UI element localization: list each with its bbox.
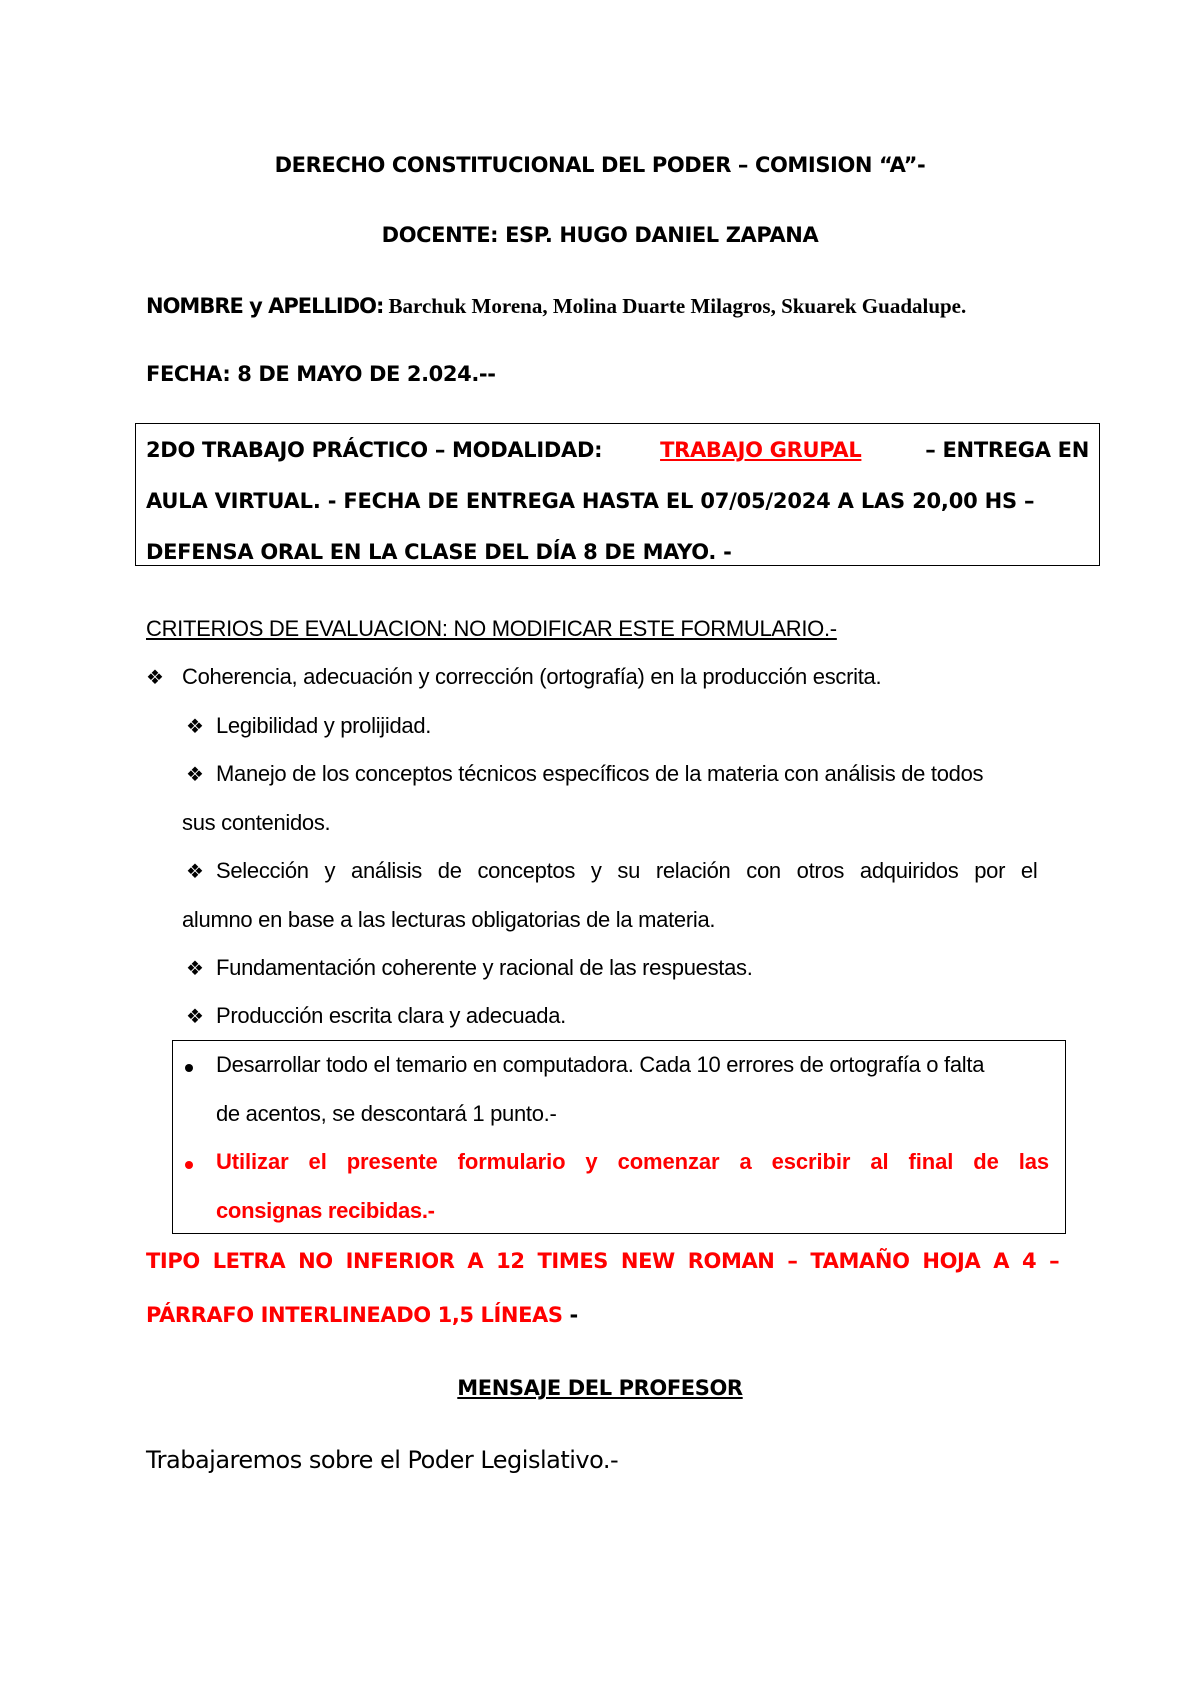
format-rule-dash: - <box>562 1303 578 1327</box>
criteria-item: Coherencia, adecuación y corrección (ortografía) en la producción escrita. <box>182 664 882 689</box>
assignment-line-1 <box>146 438 1089 468</box>
assignment-entrega: – ENTREGA EN <box>925 438 1089 462</box>
message-body: Trabajaremos sobre el Poder Legislativo.- <box>146 1446 619 1474</box>
diamond-bullet-icon: ❖ <box>186 762 204 786</box>
document-title: DERECHO CONSTITUCIONAL DEL PODER – COMISION “A”- <box>274 153 926 177</box>
nombre-line <box>146 294 966 319</box>
docente-line: DOCENTE: ESP. HUGO DANIEL ZAPANA <box>381 223 819 247</box>
assignment-defensa: DEFENSA ORAL EN LA CLASE DEL DÍA 8 DE MAYO. - <box>146 540 732 564</box>
message-heading: MENSAJE DEL PROFESOR <box>457 1376 743 1400</box>
criteria-item: Producción escrita clara y adecuada. <box>216 1003 566 1028</box>
diamond-bullet-icon: ❖ <box>186 714 204 738</box>
criteria-item-continuation: sus contenidos. <box>182 810 331 835</box>
assignment-fecha-entrega: AULA VIRTUAL. - FECHA DE ENTREGA HASTA EL 07/05/2024 A LAS 20,00 HS – <box>146 489 1035 513</box>
format-rule-interlineado: PÁRRAFO INTERLINEADO 1,5 LÍNEAS <box>146 1303 563 1327</box>
criteria-item-continuation: alumno en base a las lecturas obligatorias de la materia. <box>182 907 716 932</box>
note-2-line-2: consignas recibidas.- <box>216 1198 435 1223</box>
criteria-item: Selección y análisis de conceptos y su relación con otros adquiridos por el <box>216 858 1038 883</box>
criteria-item: Legibilidad y prolijidad. <box>216 713 432 738</box>
fecha-line: FECHA: 8 DE MAYO DE 2.024.-- <box>146 362 496 386</box>
note-1-line-2: de acentos, se descontará 1 punto.- <box>216 1101 557 1126</box>
note-1-line-1: Desarrollar todo el temario en computadora. Cada 10 errores de ortografía o falta <box>216 1052 985 1077</box>
assignment-line-3 <box>146 540 1089 570</box>
diamond-bullet-icon: ❖ <box>146 665 164 689</box>
nombre-label: NOMBRE y APELLIDO: <box>146 294 384 318</box>
criteria-item: Manejo de los conceptos técnicos específicos de la materia con análisis de todos <box>216 761 984 786</box>
assignment-modalidad: 2DO TRABAJO PRÁCTICO – MODALIDAD: <box>146 438 603 462</box>
assignment-line-2 <box>146 489 1089 519</box>
note-2-line-1: Utilizar el presente formulario y comenzar a escribir al final de las <box>216 1149 1050 1174</box>
assignment-trabajo-grupal: TRABAJO GRUPAL <box>660 438 862 462</box>
bullet-dot-icon <box>185 1064 193 1072</box>
format-rule-line-1: TIPO LETRA NO INFERIOR A 12 TIMES NEW ROMAN – TAMAÑO HOJA A 4 – <box>146 1249 1060 1273</box>
assignment-box <box>135 423 1100 566</box>
nombre-value: Barchuk Morena, Molina Duarte Milagros, Skuarek Guadalupe. <box>388 294 967 318</box>
criteria-item: Fundamentación coherente y racional de las respuestas. <box>216 955 753 980</box>
diamond-bullet-icon: ❖ <box>186 956 204 980</box>
format-rule-line-2 <box>146 1303 578 1327</box>
diamond-bullet-icon: ❖ <box>186 1004 204 1028</box>
diamond-bullet-icon: ❖ <box>186 859 204 883</box>
red-bullet-dot-icon <box>185 1161 193 1169</box>
criteria-heading: CRITERIOS DE EVALUACION: NO MODIFICAR ESTE FORMULARIO.- <box>146 616 837 641</box>
